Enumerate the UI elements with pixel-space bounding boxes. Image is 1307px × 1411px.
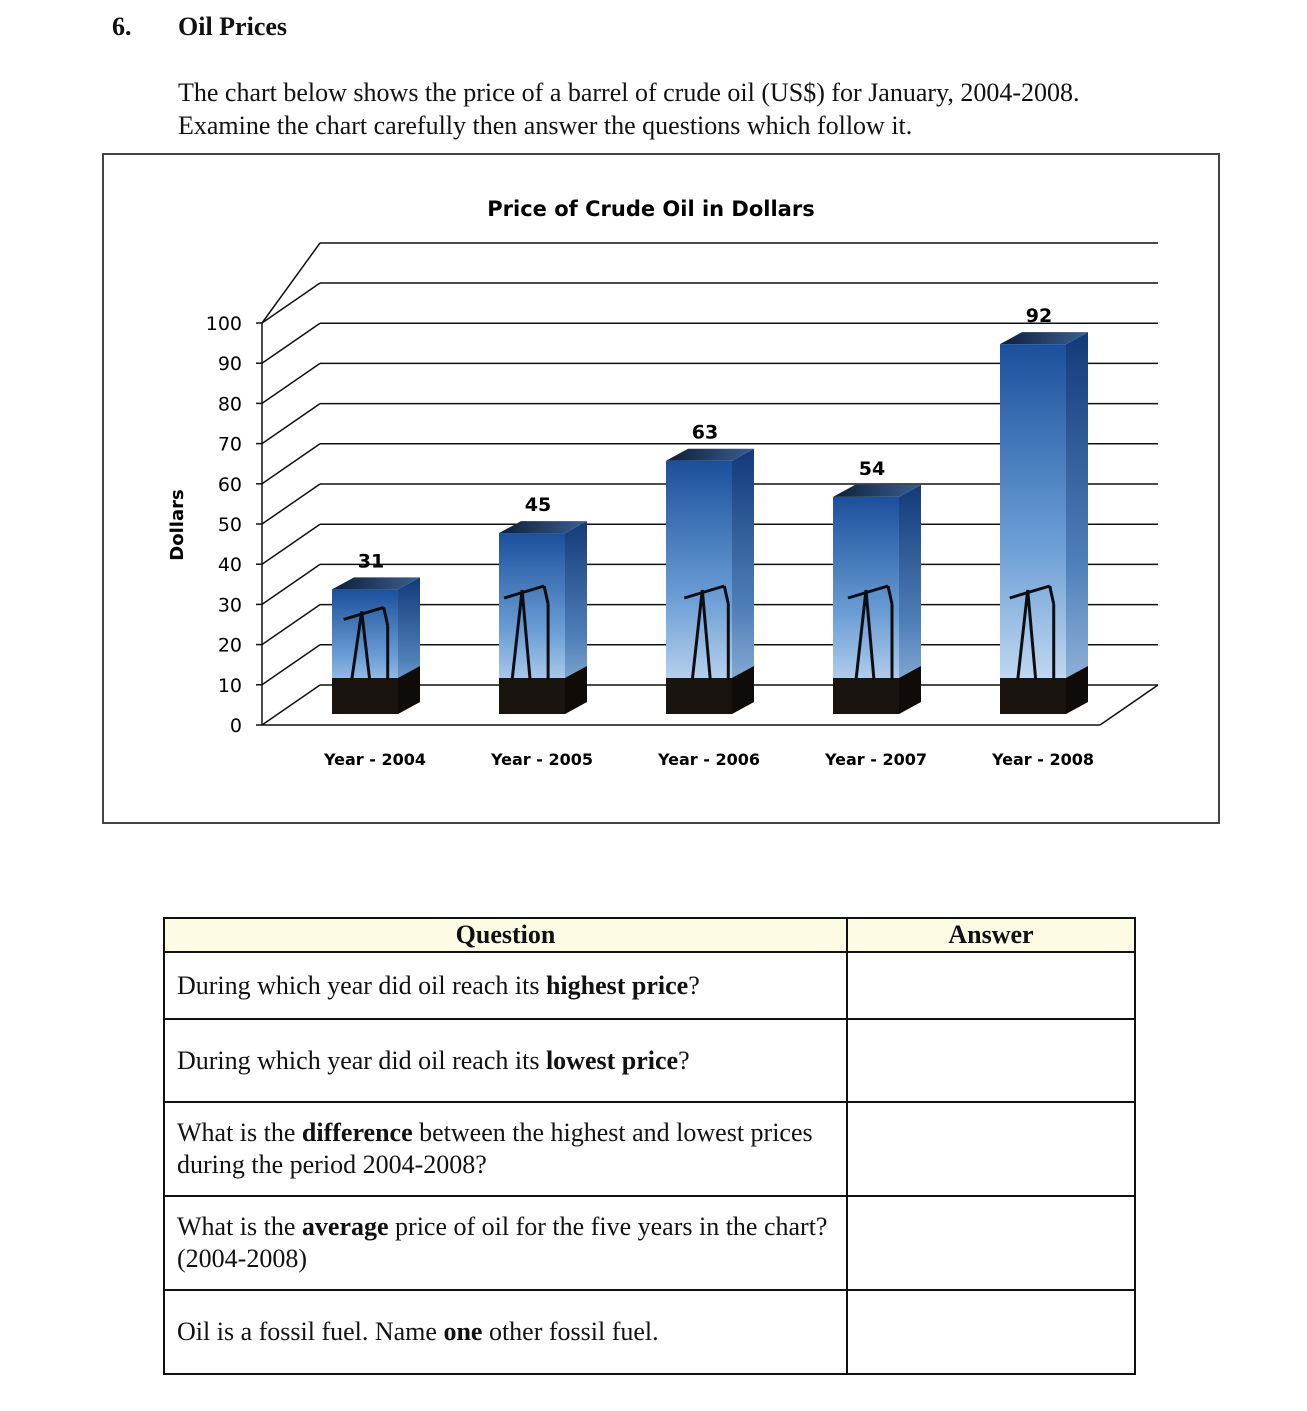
data-label: 31 [357,550,385,573]
y-tick-label: 100 [205,313,242,335]
gridline-diagonal [262,363,320,403]
answer-column-header: Answer [847,918,1135,952]
oil-price-chart [104,155,1218,822]
table-row [164,952,1135,1019]
question-table [163,917,1136,1375]
question-cell: During which year did oil reach its lowest price? [164,1019,847,1102]
data-label: 92 [1025,305,1053,328]
question-cell: What is the average price of oil for the five years in the chart? (2004-2008) [164,1196,847,1290]
x-tick-label: Year - 2007 [825,750,927,769]
bar [833,485,921,714]
x-tick-labels [323,750,1094,769]
bar [499,521,587,714]
section-number: 6. [112,12,132,41]
bar-ground [332,678,398,714]
y-tick-label: 50 [217,514,242,536]
gridline-diagonal [262,605,320,645]
gridline-diagonal [262,524,320,564]
y-tick-label: 70 [217,433,242,456]
answer-cell[interactable] [847,1196,1135,1290]
gridline-diagonal [262,283,320,323]
bar [666,449,754,714]
y-tick-label: 60 [217,473,242,496]
bar-ground [666,678,732,714]
x-tick-label: Year - 2008 [992,750,1094,769]
question-cell: Oil is a fossil fuel. Name one other fossil fuel. [164,1290,847,1374]
y-tick-labels [206,313,242,737]
table-row [164,1196,1135,1290]
data-label: 45 [524,494,552,517]
answer-cell[interactable] [847,1102,1135,1196]
bar-ground [1000,678,1066,714]
floor-right-edge [1100,685,1158,725]
table-row [164,1290,1135,1374]
chart-bars [332,305,1088,714]
y-axis-label: Dollars [167,489,188,561]
x-tick-label: Year - 2004 [324,750,426,769]
section-title: Oil Prices [178,12,288,41]
table-header-row [164,918,1135,952]
gridline-diagonal [262,444,320,484]
bar-side-face [1066,332,1088,714]
answer-cell[interactable] [847,1019,1135,1102]
gridline-diagonal [262,685,320,725]
y-tick-label: 40 [217,554,242,577]
y-tick-label: 0 [229,715,242,737]
question-column-header: Question [164,918,847,952]
gridline-diagonal [262,564,320,604]
data-label: 63 [691,421,719,444]
y-tick-label: 80 [217,393,242,416]
answer-cell[interactable] [847,952,1135,1019]
question-cell: During which year did oil reach its highest price? [164,952,847,1019]
chart-title: Price of Crude Oil in Dollars [487,197,815,221]
bar-ground [833,678,899,714]
gridline-diagonal [262,404,320,444]
table-row [164,1019,1135,1102]
wall-top-diagonal [262,243,320,323]
bar-ground [499,678,565,714]
x-tick-label: Year - 2005 [491,750,593,769]
y-tick-label: 30 [217,594,242,617]
data-label: 54 [858,457,886,480]
gridline-diagonal [262,323,320,363]
gridline-diagonal [262,484,320,524]
intro-line-1: The chart below shows the price of a barrel of crude oil (US$) for January, 2004-2008. [178,78,1080,107]
bar [1000,332,1088,714]
gridline-diagonal [262,645,320,685]
y-tick-label: 20 [217,634,242,657]
y-tick-label: 10 [217,674,242,697]
chart-frame [102,153,1220,824]
table-row [164,1102,1135,1196]
y-tick-label: 90 [217,353,242,376]
intro-line-2: Examine the chart carefully then answer the questions which follow it. [178,111,913,140]
intro-text [178,76,1238,142]
answer-cell[interactable] [847,1290,1135,1374]
question-cell: What is the difference between the highest and lowest prices during the period 2004-2008? [164,1102,847,1196]
x-tick-label: Year - 2006 [658,750,760,769]
bar [332,577,420,714]
